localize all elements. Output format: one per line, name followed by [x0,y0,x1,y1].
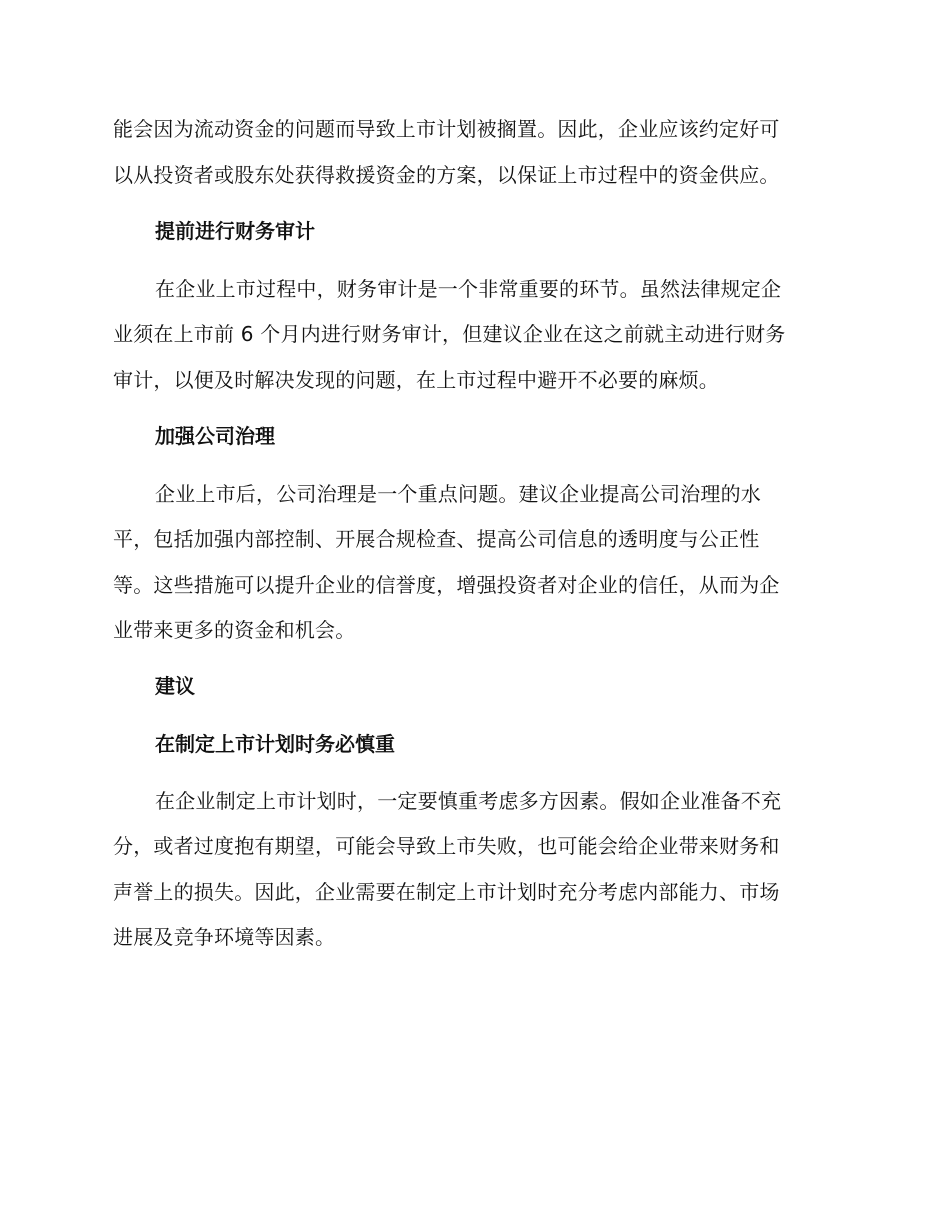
paragraph-line: 业须在上市前 6 个月内进行财务审计，但建议企业在这之前就主动进行财务 [113,322,786,346]
paragraph-line: 审计，以便及时解决发现的问题，在上市过程中避开不必要的麻烦。 [113,368,719,392]
section-heading-governance: 加强公司治理 [155,424,275,448]
paragraph-line: 能会因为流动资金的问题而导致上市计划被搁置。因此，企业应该约定好可 [113,117,780,141]
paragraph-line: 业带来更多的资金和机会。 [113,618,356,642]
paragraph-line: 在企业上市过程中，财务审计是一个非常重要的环节。虽然法律规定企 [155,277,782,301]
section-heading-audit: 提前进行财务审计 [155,219,315,243]
paragraph-line: 分，或者过度抱有期望，可能会导致上市失败，也可能会给企业带来财务和 [113,834,780,858]
paragraph-line: 进展及竞争环境等因素。 [113,925,336,949]
paragraph-line: 在企业制定上市计划时，一定要慎重考虑多方因素。假如企业准备不充 [155,789,782,813]
paragraph-line: 声誉上的损失。因此，企业需要在制定上市计划时充分考虑内部能力、市场 [113,880,780,904]
paragraph-line: 企业上市后，公司治理是一个重点问题。建议企业提高公司治理的水 [155,482,761,506]
section-heading-suggestion: 建议 [155,674,195,698]
paragraph-line: 平，包括加强内部控制、开展合规检查、提高公司信息的透明度与公正性 [113,527,760,551]
paragraph-line: 等。这些措施可以提升企业的信誉度，增强投资者对企业的信任，从而为企 [113,573,780,597]
paragraph-line: 以从投资者或股东处获得救援资金的方案，以保证上市过程中的资金供应。 [113,163,780,187]
section-heading-plan: 在制定上市计划时务必慎重 [155,732,395,756]
